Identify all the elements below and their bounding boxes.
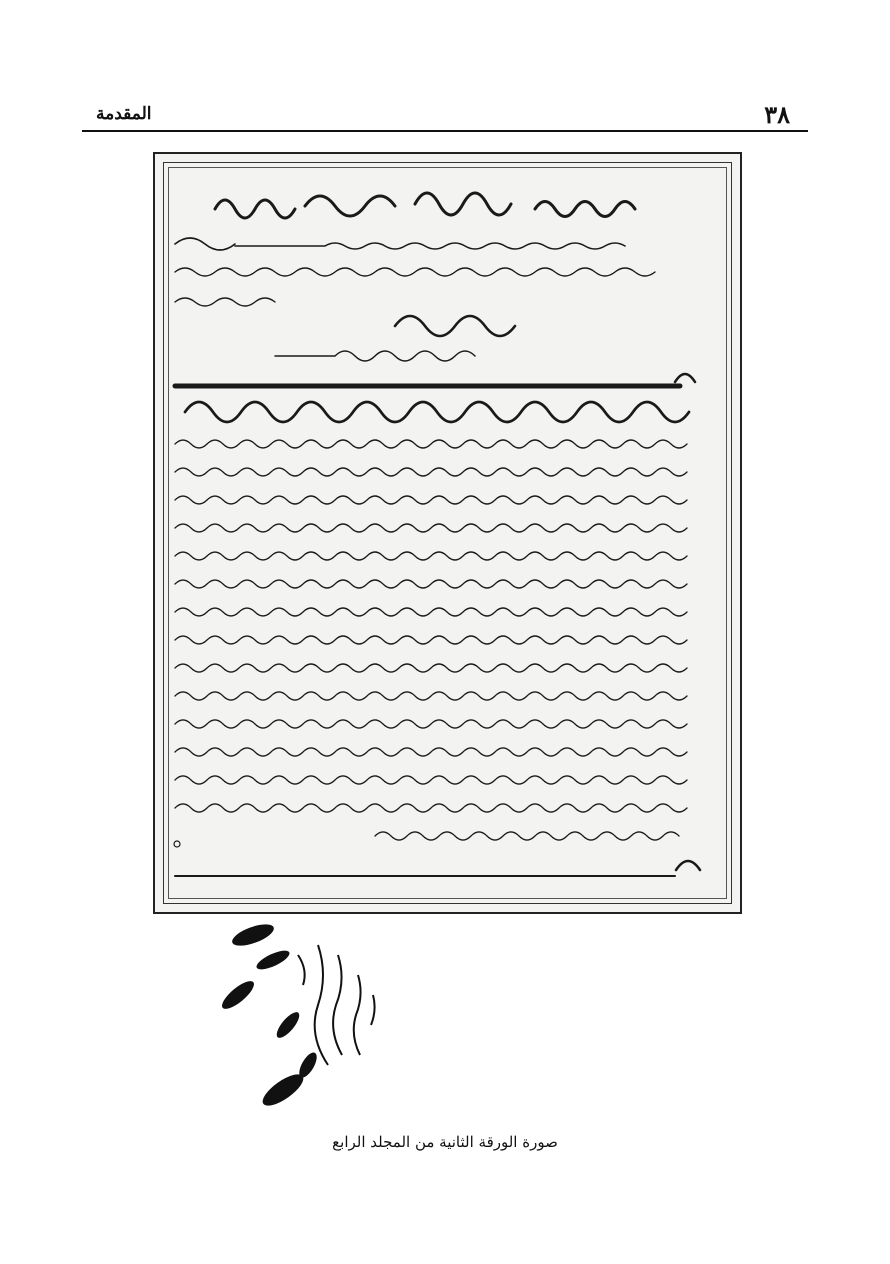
figure-caption: صورة الورقة الثانية من المجلد الرابع	[332, 1133, 558, 1151]
seal-stamp	[198, 915, 398, 1125]
page-header	[82, 100, 808, 132]
manuscript-script	[155, 154, 740, 912]
section-title: المقدمة	[96, 104, 152, 124]
page-number: ٣٨	[764, 100, 790, 129]
manuscript-image	[153, 152, 742, 914]
